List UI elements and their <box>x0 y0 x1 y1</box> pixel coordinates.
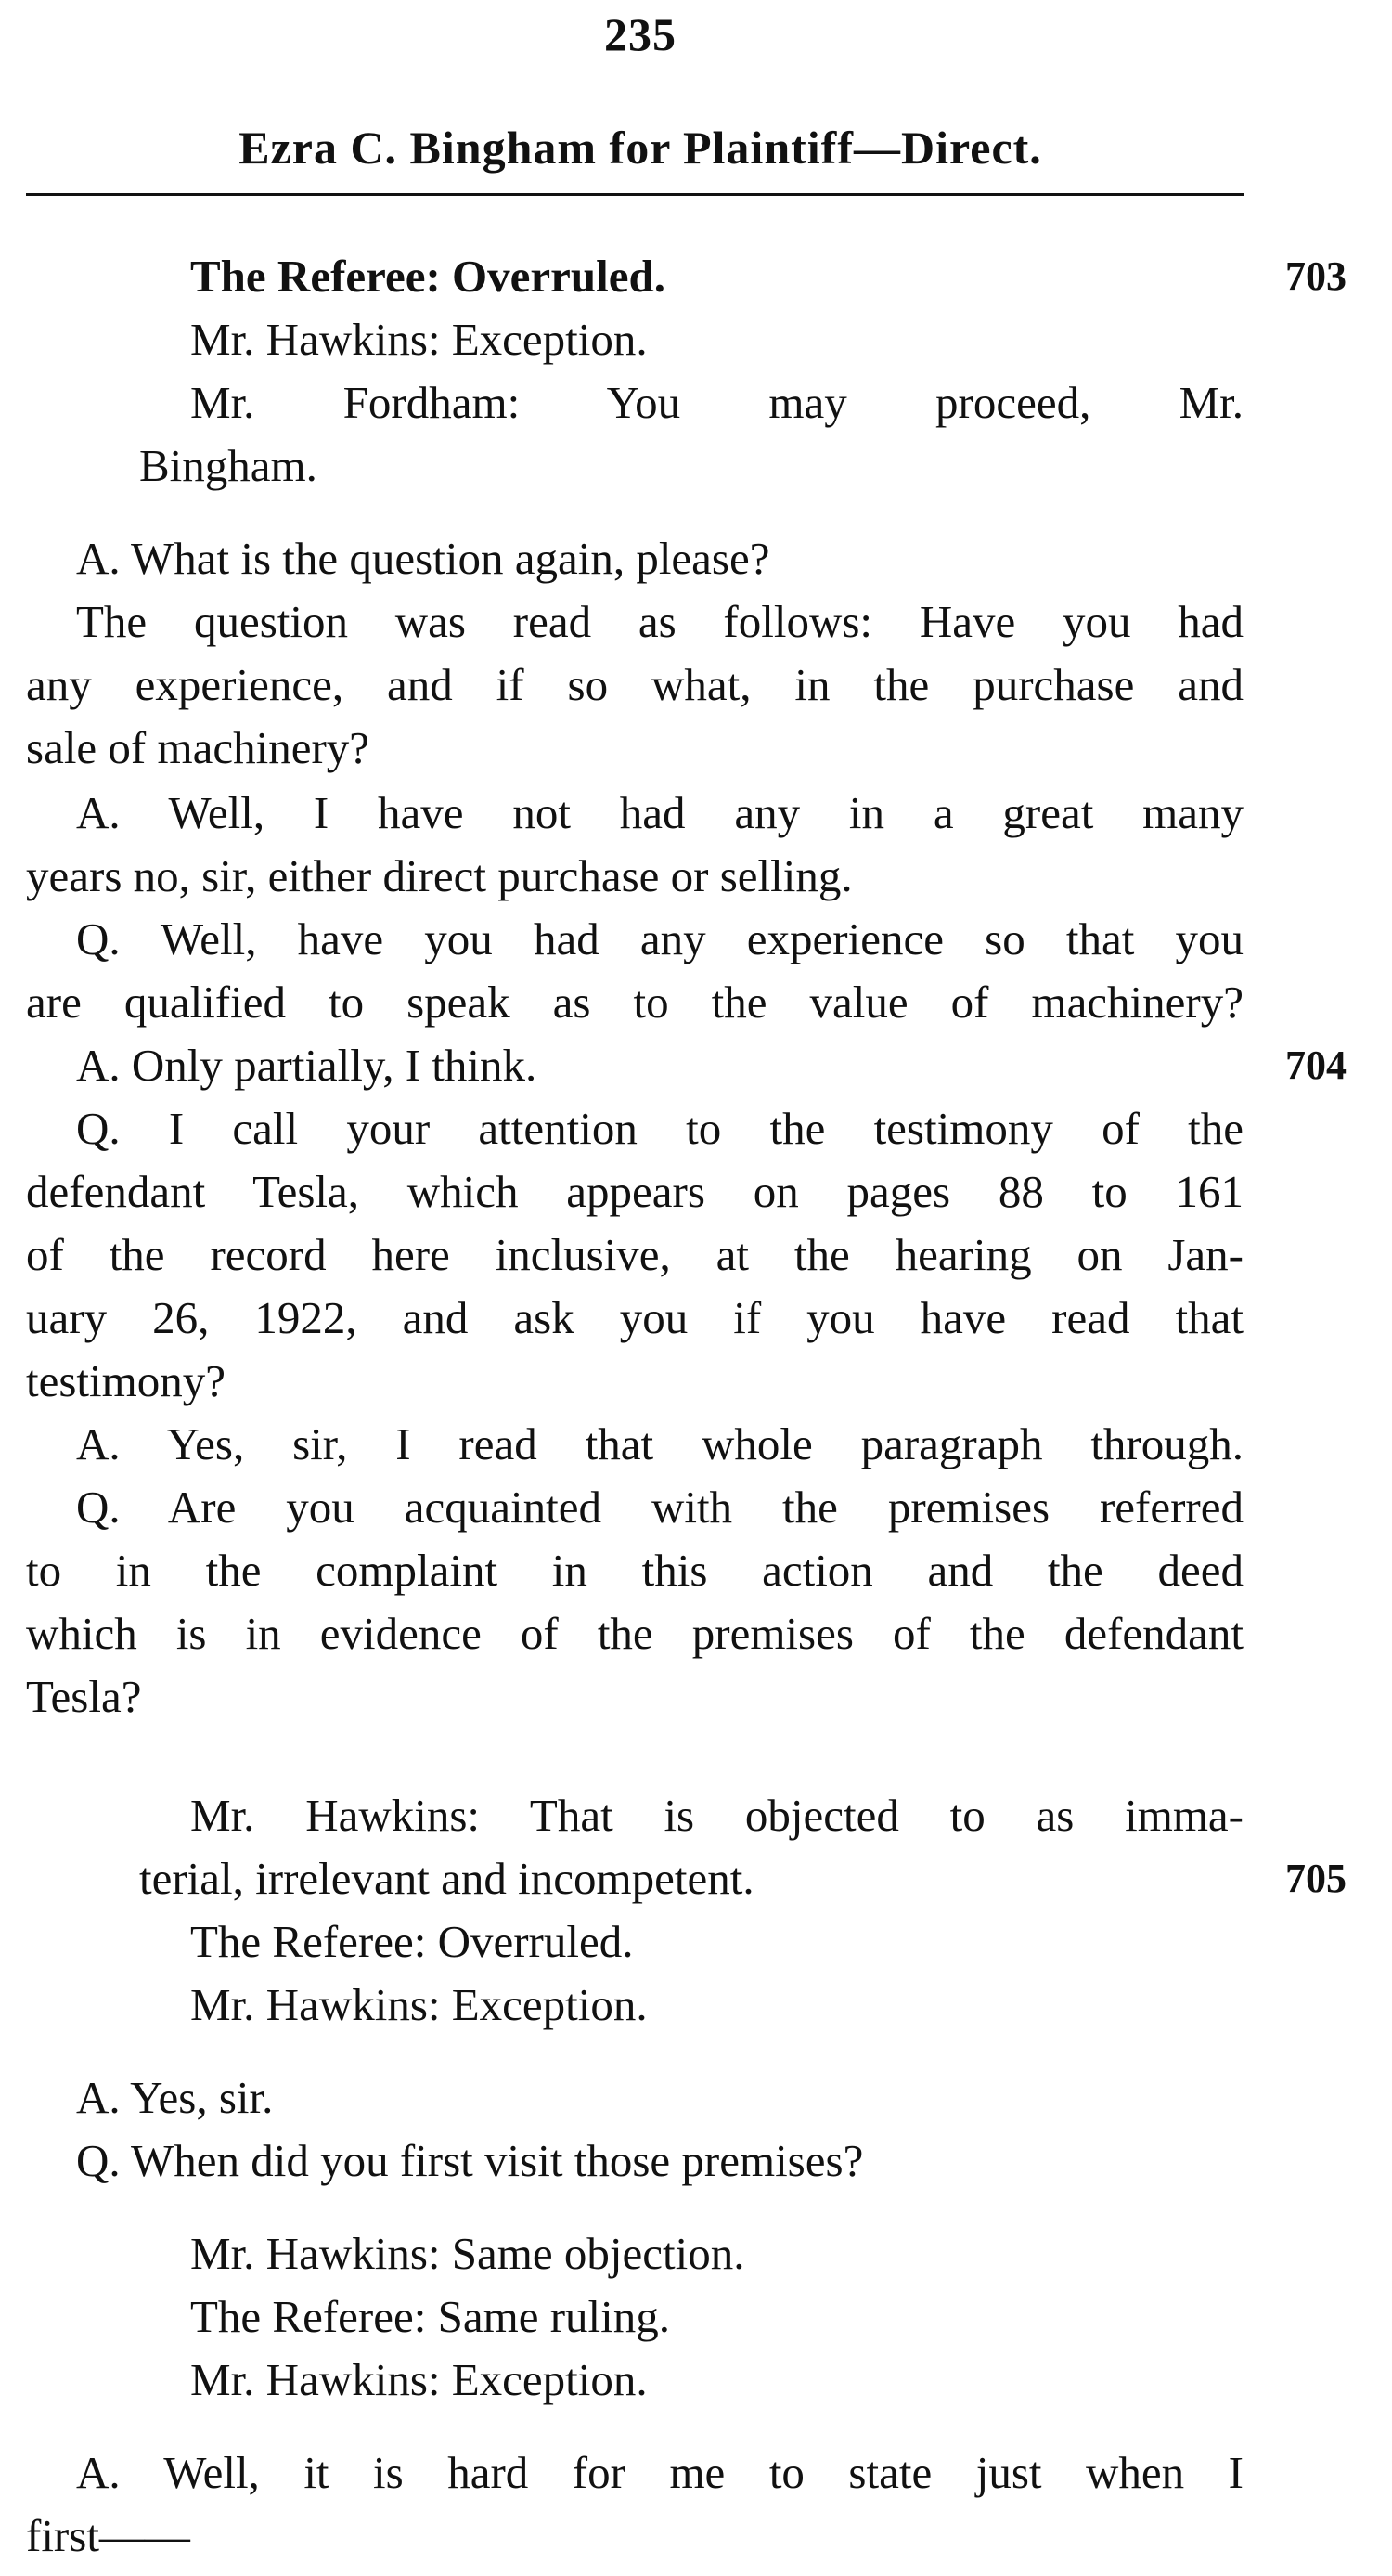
text-line: terial, irrelevant and incompetent. <box>139 1853 754 1904</box>
text-line: sale of machinery? <box>26 722 370 773</box>
text-line: of the record here inclusive, at the hearing on Jan- <box>26 1229 1244 1280</box>
text-line: The question was read as follows: Have you had <box>76 596 1244 647</box>
text-line: are qualified to speak as to the value of machinery? <box>26 977 1244 1028</box>
text-line: first—— <box>26 2510 190 2561</box>
text-line: Mr. Fordham: You may proceed, Mr. <box>190 377 1244 428</box>
text-line: Q. Well, have you had any experience so that you <box>76 913 1244 964</box>
text-line: Mr. Hawkins: Same objection. <box>190 2228 745 2279</box>
text-line: Mr. Hawkins: Exception. <box>190 1979 648 2030</box>
margin-number: 705 <box>1285 1856 1347 1901</box>
text-line: testimony? <box>26 1355 226 1406</box>
text-line: Q. When did you first visit those premises? <box>76 2135 864 2186</box>
page-number: 235 <box>604 8 677 60</box>
text-line: years no, sir, either direct purchase or selling. <box>26 850 853 901</box>
running-head: Ezra C. Bingham for Plaintiff—Direct. <box>238 122 1042 174</box>
text-line: A. Yes, sir. <box>76 2072 274 2123</box>
text-line: A. Well, I have not had any in a great many <box>76 787 1244 838</box>
text-line: which is in evidence of the premises of the defendant <box>26 1608 1244 1659</box>
text-line: A. What is the question again, please? <box>76 533 770 584</box>
text-line: defendant Tesla, which appears on pages 88 to 161 <box>26 1166 1244 1217</box>
text-line: The Referee: Overruled. <box>190 251 666 302</box>
text-line: Bingham. <box>139 440 317 491</box>
text-line: A. Only partially, I think. <box>76 1040 537 1091</box>
text-line: Mr. Hawkins: Exception. <box>190 2354 648 2405</box>
margin-number: 704 <box>1285 1042 1347 1088</box>
text-line: The Referee: Same ruling. <box>190 2291 671 2342</box>
text-line: Mr. Hawkins: Exception. <box>190 314 648 365</box>
text-line: The Referee: Overruled. <box>190 1916 634 1967</box>
text-line: uary 26, 1922, and ask you if you have read that <box>26 1292 1244 1343</box>
text-line: Q. I call your attention to the testimony of the <box>76 1103 1244 1154</box>
header-rule <box>26 193 1244 196</box>
text-line: A. Yes, sir, I read that whole paragraph through. <box>76 1418 1244 1469</box>
text-line: Tesla? <box>26 1671 142 1722</box>
text-line: Mr. Hawkins: That is objected to as imma- <box>190 1790 1244 1841</box>
text-line: to in the complaint in this action and the deed <box>26 1545 1244 1596</box>
text-line: A. Well, it is hard for me to state just when I <box>76 2447 1244 2498</box>
text-line: Q. Are you acquainted with the premises referred <box>76 1482 1244 1533</box>
margin-number: 703 <box>1285 253 1347 299</box>
text-line: any experience, and if so what, in the purchase and <box>26 659 1244 710</box>
